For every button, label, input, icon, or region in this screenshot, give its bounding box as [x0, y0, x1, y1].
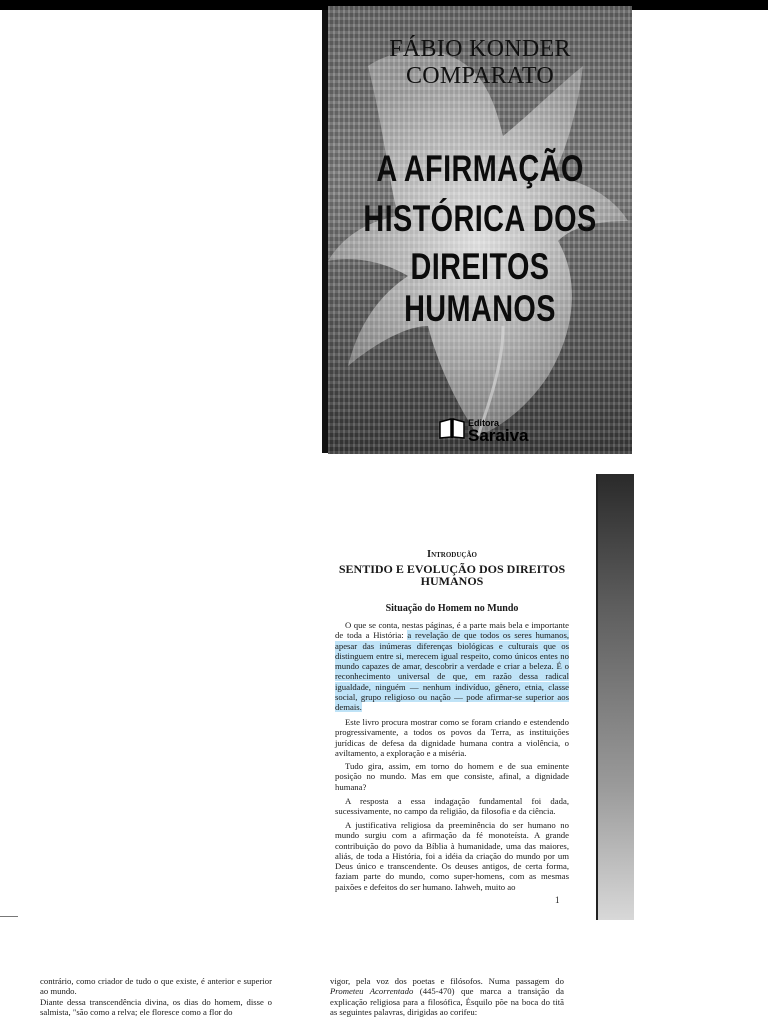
page-number: 1	[555, 895, 560, 905]
next-page-right-column	[330, 976, 564, 1017]
paragraph-2: Este livro procura mostrar como se foram criando e estendendo progressivamente, a todos os povos da Terra, as instituições jurídicas de defesa da dignidade humana contra a violência, o aviltamento, a exploração e a miséria.	[335, 717, 569, 758]
book-cover	[328, 6, 632, 454]
title-line-3: DIREITOS HUMANOS	[404, 246, 556, 329]
chapter-title: SENTIDO E EVOLUÇÃO DOS DIREITOS HUMANOS	[338, 562, 566, 588]
title-line-1: A AFIRMAÇÃO	[376, 148, 584, 189]
introduction-label: Introdução	[427, 549, 477, 560]
highlighted-passage: a revelação de que todos os seres humanos, apesar das inúmeras diferenças biológicas e culturais que os distinguem entre si, merecem igual respeito, como únicos entes no mundo capazes de amar, descobrir a verdade e criar a beleza. É o reconhecimento universal de que, em razão dessa radical igualdade, ninguém — nenhum indivíduo, gênero, etnia, classe social, grupo religioso ou nação — pode afirmar-se superior aos demais.	[335, 630, 569, 713]
right-column-text-2: (445-470) que marca a transição da explicação religiosa para a filosófica, Ésquilo põe na boca do titã as seguintes palavras, dirigidas ao corifeu:	[330, 986, 564, 1017]
next-page-left-column: contrário, como criador de tudo o que existe, é anterior e superior ao mundo. Diante dessa transcendência divina, os dias do homem, disse o salmista, "são como a relva; ele floresce como a flor do	[40, 976, 272, 1017]
paragraph-4: A resposta a essa indagação fundamental foi dada, sucessivamente, no campo da religião, da filosofia e da ciência.	[335, 796, 569, 817]
page-shadow	[598, 474, 634, 920]
publisher-name: Saraiva	[468, 426, 529, 445]
paragraph-1	[335, 620, 569, 713]
publisher-label: Editora	[468, 418, 500, 428]
section-title: Situação do Homem no Mundo	[385, 603, 519, 614]
title-line-2: HISTÓRICA DOS	[363, 198, 597, 239]
work-title: Prometeu Acorrentado	[330, 986, 414, 997]
paragraph-3: Tudo gira, assim, em torno do homem e de sua eminente posição no mundo. Mas em que consiste, afinal, a dignidade humana?	[335, 761, 569, 792]
blank-left-page	[0, 10, 328, 453]
paragraph-5: A justificativa religiosa da preeminência do ser humano no mundo surgiu com a afirmação da fé monoteísta. A grande contribuição do povo da Bíblia à humanidade, uma das maiores, aliás, de toda a História, foi a idéia da criação do mundo por um Deus único e transcendente. Os deuses antigos, de certa forma, faziam parte do mundo, como super-homens, com as mesmas paixões e defeitos do ser humano. Iahweh, muito ao	[335, 820, 569, 892]
scan-mark	[0, 916, 18, 917]
paragraph-1-plain: O que se conta, nestas páginas, é a parte mais bela e importante de toda a História:	[335, 620, 569, 641]
right-column-text-1: vigor, pela voz dos poetas e filósofos. Numa passagem do	[330, 976, 564, 986]
publisher-book-icon	[438, 416, 466, 440]
author-name: FÁBIO KONDER COMPARATO	[389, 36, 571, 89]
